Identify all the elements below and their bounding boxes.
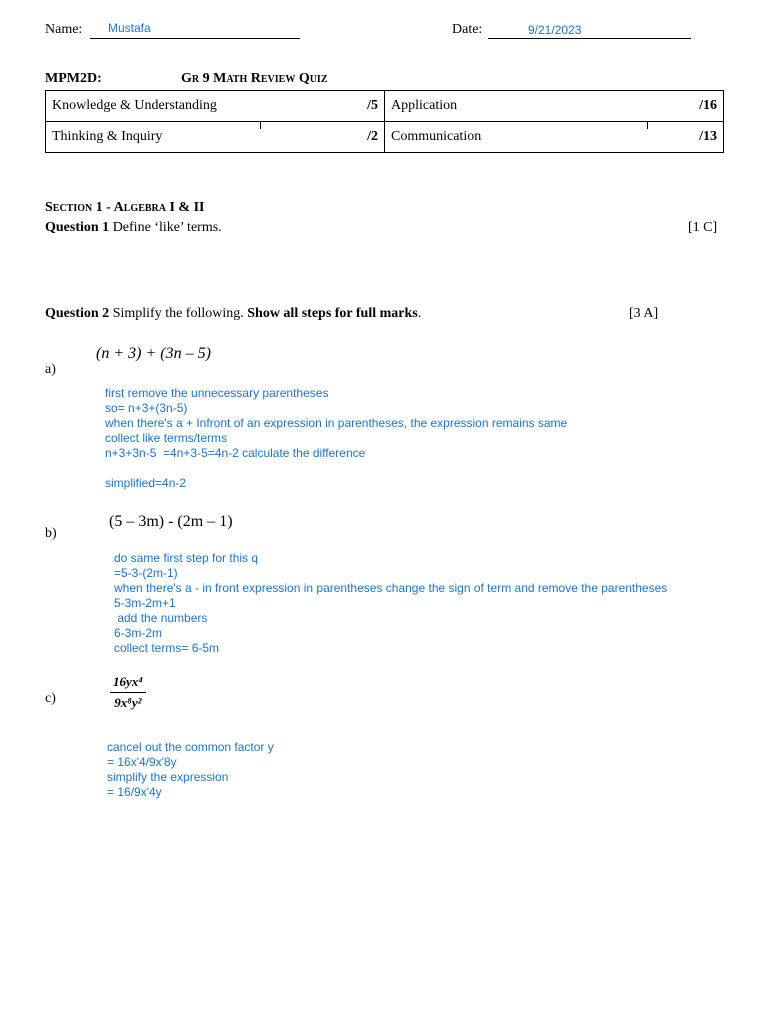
- date-underline: [488, 38, 691, 39]
- name-label: Name:: [45, 22, 83, 37]
- question-1: [45, 220, 222, 236]
- answer-line: simplify the expression: [107, 770, 229, 784]
- answer-line: = 16x'4/9x'8y: [107, 755, 177, 769]
- name-value[interactable]: Mustafa: [108, 21, 151, 35]
- question-2-marks: [3 A]: [629, 306, 659, 321]
- answer-line: collect terms= 6-5m: [114, 641, 220, 655]
- part-c-answer[interactable]: [107, 740, 274, 800]
- section-title: Section 1 - Algebra I & II: [45, 200, 205, 215]
- question-2-period: .: [417, 306, 422, 321]
- answer-line: cancel out the common factor y: [107, 740, 274, 754]
- date-value[interactable]: 9/21/2023: [528, 23, 582, 37]
- question-1-marks: [1 C]: [688, 220, 718, 235]
- part-c-numerator: 16yx⁴: [110, 674, 146, 693]
- communication-mark: /13: [699, 129, 717, 144]
- answer-line: so= n+3+(3n-5): [105, 401, 188, 415]
- marks-table: [45, 90, 724, 153]
- name-underline: [90, 38, 300, 39]
- answer-line: 5-3m-2m+1: [114, 596, 176, 610]
- question-2-text: Simplify the following.: [112, 306, 244, 321]
- thinking-cell: [46, 122, 385, 153]
- part-a-label: a): [45, 362, 56, 377]
- cell-tick-mark: [647, 122, 648, 129]
- answer-line: collect like terms/terms: [105, 431, 228, 445]
- answer-line: add the numbers: [114, 611, 208, 625]
- knowledge-cell: [46, 91, 385, 122]
- part-a-expression: (n + 3) + (3n – 5): [96, 345, 211, 362]
- date-label: Date:: [452, 22, 483, 37]
- question-2: [45, 306, 421, 322]
- application-cell: [385, 91, 724, 122]
- knowledge-mark: /5: [367, 98, 378, 113]
- part-c-label: c): [45, 691, 56, 706]
- answer-line: when there's a + Infront of an expression in parentheses, the expression remains same: [105, 416, 568, 430]
- answer-line: simplified=4n-2: [105, 476, 187, 490]
- answer-line: = 16/9x'4y: [107, 785, 162, 799]
- part-b-answer[interactable]: [114, 551, 667, 656]
- application-mark: /16: [699, 98, 717, 113]
- answer-line: do same first step for this q: [114, 551, 259, 565]
- thinking-mark: /2: [367, 129, 378, 144]
- answer-line: when there's a - in front expression in parentheses change the sign of term and remove the parentheses: [114, 581, 668, 595]
- cell-tick-mark: [260, 122, 261, 129]
- part-a-answer[interactable]: [105, 386, 567, 491]
- question-2-label: Question 2: [45, 306, 110, 321]
- answer-line: first remove the unnecessary parentheses: [105, 386, 329, 400]
- communication-cell: [385, 122, 724, 153]
- question-2-emphasis: Show all steps for full marks: [247, 306, 418, 321]
- answer-line: =5-3-(2m-1): [114, 566, 178, 580]
- knowledge-label: Knowledge & Understanding: [52, 98, 217, 113]
- part-c-fraction: [110, 674, 146, 711]
- course-code: MPM2D:: [45, 71, 102, 86]
- thinking-label: Thinking & Inquiry: [52, 129, 163, 144]
- question-1-text: Define ‘like’ terms.: [112, 220, 222, 235]
- part-b-expression: (5 – 3m) - (2m – 1): [109, 513, 233, 530]
- part-b-label: b): [45, 526, 57, 541]
- answer-line: 6-3m-2m: [114, 626, 163, 640]
- quiz-title: Gr 9 Math Review Quiz: [181, 71, 328, 86]
- communication-label: Communication: [391, 129, 482, 144]
- part-c-denominator: 9x⁸y²: [114, 695, 142, 710]
- application-label: Application: [391, 98, 458, 113]
- question-1-label: Question 1: [45, 220, 110, 235]
- answer-line: [105, 461, 567, 476]
- answer-line: n+3+3n-5 =4n+3-5=4n-2 calculate the difference: [105, 446, 366, 460]
